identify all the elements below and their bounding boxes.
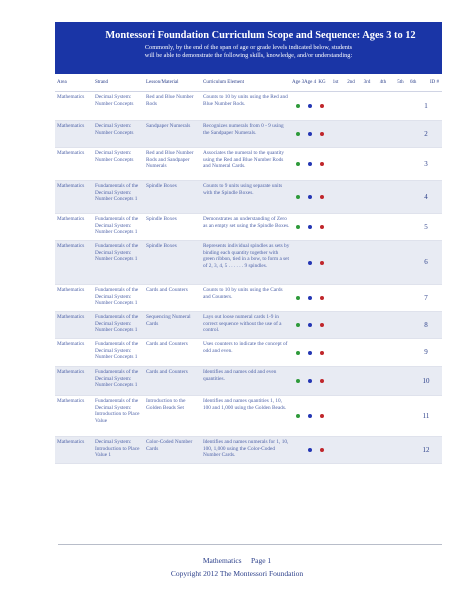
level-cell: [304, 121, 316, 147]
lesson-cell: Cards and Counters: [146, 287, 188, 293]
col-age3: Age 3: [292, 80, 305, 85]
red-dot-icon: [320, 195, 324, 199]
level-cell: [328, 285, 343, 311]
lesson-cell: Spindle Boxes: [146, 183, 177, 189]
level-cell: [375, 285, 391, 311]
level-cell: [343, 367, 359, 395]
table-row: [55, 339, 442, 367]
red-dot-icon: [320, 162, 324, 166]
table-row: [55, 92, 442, 121]
title-banner: [55, 22, 442, 74]
level-cell: [316, 437, 328, 463]
table-row: [55, 312, 442, 339]
curriculum-element-cell: Associates the numeral to the quantity using the Red and Blue Number Rods and Numeral Cards.: [203, 150, 285, 170]
level-cell: [304, 339, 316, 366]
red-dot-icon: [320, 379, 324, 383]
level-cell: [391, 396, 410, 436]
col-1st: 1st: [332, 80, 339, 85]
level-cell: [304, 437, 316, 463]
green-dot-icon: [296, 414, 300, 418]
level-cell: [292, 148, 304, 180]
level-cell: [343, 396, 359, 436]
lesson-cell: Sandpaper Numerals: [146, 123, 191, 129]
level-cell: [316, 181, 328, 213]
area-cell: Mathematics: [57, 150, 85, 156]
level-cell: [391, 367, 410, 395]
area-cell: Mathematics: [57, 341, 85, 347]
green-dot-icon: [296, 351, 300, 355]
level-cell: [375, 241, 391, 284]
red-dot-icon: [320, 351, 324, 355]
lesson-cell: Red and Blue Number Rods and Sandpaper Numerals: [146, 150, 194, 170]
level-cell: [359, 92, 375, 120]
col-5th: 5th: [397, 80, 404, 85]
level-cell: [328, 437, 343, 463]
level-cell: [316, 367, 328, 395]
level-cell: [375, 396, 391, 436]
strand-cell: Decimal System: Introduction to Place Value 1: [95, 439, 140, 459]
level-cell: [343, 339, 359, 366]
curriculum-element-cell: Demonstrates an understanding of Zero as an empty set using the Spindle Boxes.: [203, 216, 290, 229]
level-cell: [304, 181, 316, 213]
curriculum-table: [55, 92, 442, 464]
table-row: [55, 396, 442, 437]
lesson-cell: Cards and Counters: [146, 369, 188, 375]
red-dot-icon: [320, 132, 324, 136]
area-cell: Mathematics: [57, 369, 85, 375]
level-cell: [359, 121, 375, 147]
col-element: Curriculum Element: [203, 80, 244, 85]
level-cell: [328, 339, 343, 366]
col-strand: Strand: [95, 80, 109, 85]
area-cell: Mathematics: [57, 183, 85, 189]
area-cell: Mathematics: [57, 287, 85, 293]
level-cell: [316, 285, 328, 311]
column-header-row: [55, 74, 442, 92]
curriculum-element-cell: Represents individual spindles as sets by binding each quantity together with green ribbon, tied in a bow, to form a set of 2, 3, 4, 5 . . . . . . 9 spindles.: [203, 243, 290, 269]
id-cell: 3: [424, 159, 428, 168]
level-cell: [343, 437, 359, 463]
level-cell: [391, 214, 410, 240]
curriculum-element-cell: Recognizes numerals from 0 - 9 using the Sandpaper Numerals.: [203, 123, 284, 136]
green-dot-icon: [296, 323, 300, 327]
level-cell: [292, 121, 304, 147]
level-cell: [328, 92, 343, 120]
level-cell: [328, 312, 343, 338]
level-cell: [304, 312, 316, 338]
id-cell: 7: [424, 293, 428, 302]
id-cell: 11: [422, 411, 430, 420]
level-cell: [292, 396, 304, 436]
level-cell: [328, 214, 343, 240]
id-cell: 5: [424, 222, 428, 231]
curriculum-element-cell: Identifies and names odd and even quantities.: [203, 369, 277, 382]
level-cell: [328, 396, 343, 436]
col-4th: 4th: [379, 80, 387, 85]
level-cell: [292, 367, 304, 395]
level-cell: [304, 285, 316, 311]
level-cell: [328, 241, 343, 284]
level-cell: [343, 181, 359, 213]
level-cell: [391, 312, 410, 338]
level-cell: [375, 367, 391, 395]
level-cell: [292, 92, 304, 120]
blue-dot-icon: [308, 323, 312, 327]
col-area: Area: [57, 80, 67, 85]
footer-copyright: Copyright 2012 The Montessori Foundation: [170, 569, 304, 578]
blue-dot-icon: [308, 132, 312, 136]
blue-dot-icon: [308, 104, 312, 108]
level-cell: [359, 367, 375, 395]
level-cell: [316, 241, 328, 284]
area-cell: Mathematics: [57, 314, 85, 320]
red-dot-icon: [320, 323, 324, 327]
footer-divider: [58, 544, 442, 545]
document-title: Montessori Foundation Curriculum Scope and Sequence: Ages 3 to 12: [105, 30, 416, 41]
level-cell: [375, 181, 391, 213]
level-cell: [375, 121, 391, 147]
level-cell: [391, 339, 410, 366]
level-cell: [328, 367, 343, 395]
strand-cell: Fundamentals of the Decimal System: Number Concepts 1: [95, 243, 139, 263]
level-cell: [316, 121, 328, 147]
col-2nd: 2nd: [347, 80, 355, 85]
level-cell: [304, 367, 316, 395]
id-cell: 10: [422, 376, 430, 385]
level-cell: [316, 312, 328, 338]
area-cell: Mathematics: [57, 94, 85, 100]
table-row: [55, 181, 442, 214]
area-cell: Mathematics: [57, 123, 85, 129]
blue-dot-icon: [308, 351, 312, 355]
id-cell: 1: [424, 101, 428, 110]
id-cell: 12: [422, 445, 430, 454]
area-cell: Mathematics: [57, 398, 85, 404]
col-6th: 6th: [410, 80, 417, 85]
curriculum-element-cell: Lays out loose numeral cards 1-9 in correct sequence without the use of a control.: [203, 314, 282, 334]
col-age4: Age 4: [304, 80, 317, 85]
level-cell: [359, 285, 375, 311]
strand-cell: Fundamentals of the Decimal System: Number Concepts 1: [95, 216, 139, 236]
area-cell: Mathematics: [57, 243, 85, 249]
curriculum-element-cell: Counts to 10 by units using the Red and Blue Number Rods.: [203, 94, 288, 107]
strand-cell: Decimal System: Number Concepts: [95, 150, 134, 163]
level-cell: [343, 241, 359, 284]
col-lesson: Lesson/Material: [146, 80, 179, 85]
id-cell: 2: [424, 129, 428, 138]
level-cell: [359, 148, 375, 180]
level-cell: [316, 214, 328, 240]
level-cell: [343, 121, 359, 147]
table-row: [55, 367, 442, 396]
col-3rd: 3rd: [363, 80, 371, 85]
table-row: [55, 241, 442, 285]
level-cell: [343, 92, 359, 120]
curriculum-element-cell: Counts to 9 units using separate units with the Spindle Boxes.: [203, 183, 283, 196]
level-cell: [391, 121, 410, 147]
level-cell: [391, 92, 410, 120]
strand-cell: Decimal System: Number Concepts: [95, 94, 134, 107]
lesson-cell: Red and Blue Number Rods: [146, 94, 194, 107]
table-row: [55, 148, 442, 181]
curriculum-element-cell: Uses counters to indicate the concept of odd and even.: [203, 341, 288, 354]
area-cell: Mathematics: [57, 216, 85, 222]
green-dot-icon: [296, 104, 300, 108]
level-cell: [359, 181, 375, 213]
green-dot-icon: [296, 296, 300, 300]
level-cell: [292, 437, 304, 463]
level-cell: [316, 148, 328, 180]
level-cell: [292, 214, 304, 240]
level-cell: [304, 241, 316, 284]
level-cell: [316, 396, 328, 436]
subtitle-line-2: will be able to demonstrate the following skills, knowledge, and/or understanding:: [144, 52, 353, 60]
level-cell: [391, 241, 410, 284]
table-row: [55, 437, 442, 464]
strand-cell: Decimal System: Number Concepts: [95, 123, 134, 136]
blue-dot-icon: [308, 225, 312, 229]
blue-dot-icon: [308, 448, 312, 452]
lesson-cell: Color-Coded Number Cards: [146, 439, 193, 452]
blue-dot-icon: [308, 296, 312, 300]
table-row: [55, 285, 442, 312]
green-dot-icon: [296, 132, 300, 136]
lesson-cell: Sequencing Numeral Cards: [146, 314, 191, 327]
strand-cell: Fundamentals of the Decimal System: Number Concepts 1: [95, 287, 139, 307]
level-cell: [359, 396, 375, 436]
level-cell: [292, 285, 304, 311]
level-cell: [391, 148, 410, 180]
strand-cell: Fundamentals of the Decimal System: Number Concepts 1: [95, 314, 139, 334]
level-cell: [343, 214, 359, 240]
level-cell: [292, 241, 304, 284]
subtitle-line-1: Commonly, by the end of the span of age or grade levels indicated below, students: [144, 44, 353, 51]
level-cell: [359, 241, 375, 284]
level-cell: [328, 148, 343, 180]
level-cell: [391, 181, 410, 213]
table-row: [55, 214, 442, 241]
level-cell: [359, 339, 375, 366]
red-dot-icon: [320, 296, 324, 300]
level-cell: [391, 285, 410, 311]
strand-cell: Fundamentals of the Decimal System: Number Concepts 1: [95, 341, 139, 361]
lesson-cell: Introduction to the Golden Beads Set: [146, 398, 186, 411]
blue-dot-icon: [308, 261, 312, 265]
col-6th-id: [410, 80, 442, 85]
id-cell: 6: [424, 258, 428, 267]
green-dot-icon: [296, 225, 300, 229]
level-cell: [359, 214, 375, 240]
curriculum-element-cell: Counts to 10 by units using the Cards and Counters.: [203, 287, 283, 300]
level-cell: [359, 437, 375, 463]
strand-cell: Fundamentals of the Decimal System: Number Concepts 1: [95, 369, 139, 389]
curriculum-element-cell: Identifies and names quantities 1, 10, 100 and 1,000 using the Golden Beads.: [203, 398, 287, 411]
page: [55, 22, 442, 464]
level-cell: [304, 148, 316, 180]
lesson-cell: Cards and Counters: [146, 341, 188, 347]
level-cell: [343, 312, 359, 338]
level-cell: [375, 148, 391, 180]
red-dot-icon: [320, 261, 324, 265]
blue-dot-icon: [308, 195, 312, 199]
level-cell: [328, 181, 343, 213]
strand-cell: Fundamentals of the Decimal System: Number Concepts 1: [95, 183, 139, 203]
level-cell: [304, 214, 316, 240]
red-dot-icon: [320, 104, 324, 108]
blue-dot-icon: [308, 162, 312, 166]
level-cell: [391, 437, 410, 463]
blue-dot-icon: [308, 379, 312, 383]
red-dot-icon: [320, 414, 324, 418]
level-cell: [328, 121, 343, 147]
level-cell: [304, 92, 316, 120]
lesson-cell: Spindle Boxes: [146, 216, 177, 222]
level-cell: [292, 312, 304, 338]
level-cell: [292, 339, 304, 366]
level-cell: [375, 214, 391, 240]
level-cell: [375, 312, 391, 338]
level-cell: [316, 92, 328, 120]
curriculum-element-cell: Identifies and names numerals for 1, 10, 100, 1,000 using the Color-Coded Number Cards.: [203, 439, 289, 459]
footer-page-label: Mathematics Page 1: [202, 556, 272, 565]
level-cell: [375, 437, 391, 463]
red-dot-icon: [320, 225, 324, 229]
level-cell: [316, 339, 328, 366]
level-cell: [304, 396, 316, 436]
col-id: ID #: [429, 80, 439, 85]
level-cell: [292, 181, 304, 213]
strand-cell: Fundamentals of the Decimal System: Introduction to Place Value: [95, 398, 140, 424]
green-dot-icon: [296, 162, 300, 166]
level-cell: [359, 312, 375, 338]
blue-dot-icon: [308, 414, 312, 418]
level-cell: [343, 285, 359, 311]
green-dot-icon: [296, 195, 300, 199]
id-cell: 8: [424, 320, 428, 329]
col-kg: KG: [318, 80, 326, 85]
id-cell: 9: [424, 348, 428, 357]
level-cell: [343, 148, 359, 180]
id-cell: 4: [424, 192, 428, 201]
level-cell: [375, 339, 391, 366]
table-row: [55, 121, 442, 148]
area-cell: Mathematics: [57, 439, 85, 445]
lesson-cell: Spindle Boxes: [146, 243, 177, 249]
red-dot-icon: [320, 448, 324, 452]
green-dot-icon: [296, 379, 300, 383]
level-cell: [375, 92, 391, 120]
